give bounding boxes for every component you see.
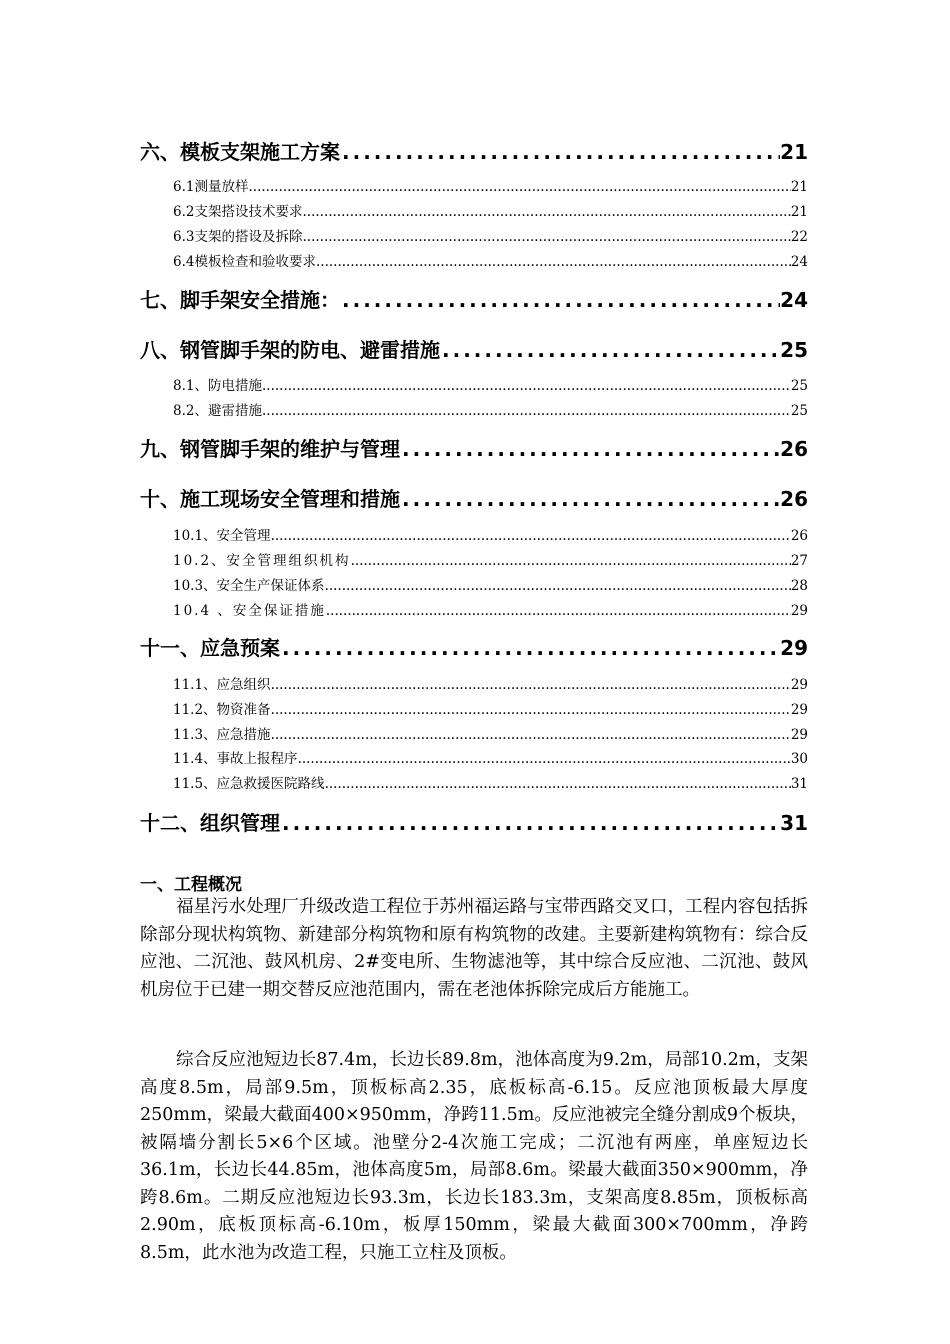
toc-entry[interactable] (173, 377, 808, 395)
toc-dot-leader (316, 253, 791, 271)
toc-page-number: 30 (790, 751, 808, 767)
toc-dot-leader (326, 602, 791, 620)
body-paragraph: 综合反应池短边长87.4m，长边长89.8m，池体高度为9.2m，局部10.2m，支架高度8.5m，局部9.5m，顶板标高2.35，底板标高-6.15。反应池顶板最大厚度250mm，梁最大截面400×950mm，净跨11.5m。反应池被完全缝分割成9个板块，被隔墙分割长5×6个区域。池壁分2-4次施工完成；二沉池有两座，单座短边长36.1m，长边长44.85m，池体高度5m，局部8.6m。梁最大截面350×900mm，净跨8.6m。二期反应池短边长93.3m，长边长183.3m，支架高度8.85m，顶板标高2.90m，底板顶标高-6.10m，板厚150mm，梁最大截面300×700mm，净跨8.5m，此水池为改造工程，只施工立柱及顶板。 (140, 1050, 808, 1263)
toc-entry[interactable] (173, 676, 808, 694)
toc-entry[interactable] (140, 337, 808, 363)
toc-page-number: 28 (790, 578, 808, 594)
toc-entry[interactable] (140, 810, 808, 836)
toc-entry-label: 6.1测量放样 (173, 179, 249, 195)
toc-entry[interactable] (173, 701, 808, 719)
toc-dot-leader (302, 228, 790, 246)
toc-entry-label: 6.2支架搭设技术要求 (173, 204, 303, 220)
toc-entry-label: 8.2、避雷措施 (173, 403, 262, 419)
toc-page-number: 29 (790, 603, 808, 619)
toc-dot-leader (298, 750, 791, 768)
toc-page-number: 26 (790, 528, 808, 544)
toc-dot-leader (325, 577, 791, 595)
toc-entry-label: 6.4模板检查和验收要求 (173, 254, 316, 270)
toc-page-number: 29 (790, 677, 808, 693)
toc-page-number: 21 (790, 204, 808, 220)
toc-dot-leader (340, 139, 780, 165)
toc-page-number: 29 (790, 727, 808, 743)
toc-entry[interactable] (173, 402, 808, 420)
toc-entry[interactable] (173, 253, 808, 271)
toc-dot-leader (280, 635, 780, 661)
toc-dot-leader (262, 377, 791, 395)
toc-dot-leader (440, 337, 780, 363)
toc-entry-label: 11.5、应急救援医院路线 (173, 776, 325, 792)
toc-entry[interactable] (173, 203, 808, 221)
toc-dot-leader (325, 775, 791, 793)
toc-entry-label: 11.2、物资准备 (173, 702, 271, 718)
toc-entry[interactable] (173, 178, 808, 196)
toc-entry-label: 11.3、应急措施 (173, 727, 271, 743)
toc-dot-leader (340, 287, 780, 313)
toc-page-number: 21 (780, 140, 808, 164)
toc-dot-leader (302, 203, 790, 221)
toc-dot-leader (271, 726, 791, 744)
toc-entry[interactable] (173, 750, 808, 768)
toc-page-number: 26 (780, 487, 808, 511)
toc-entry-label: 8.1、防电措施 (173, 378, 262, 394)
toc-page-number: 25 (790, 378, 808, 394)
toc-page-number: 24 (790, 254, 808, 270)
body-paragraph: 福星污水处理厂升级改造工程位于苏州福运路与宝带西路交叉口，工程内容包括拆除部分现状构筑物、新建部分构筑物和原有构筑物的改建。主要新建构筑物有：综合反应池、二沉池、鼓风机房、2#变电所、生物滤池等，其中综合反应池、二沉池、鼓风机房位于已建一期交替反应池范围内，需在老池体拆除完成后方能施工。 (140, 897, 808, 1000)
toc-entry-label: 十二、组织管理 (140, 811, 280, 835)
toc-entry-label: 10.1、安全管理 (173, 528, 271, 544)
toc-entry[interactable] (173, 228, 808, 246)
toc-dot-leader (280, 810, 780, 836)
toc-page-number: 31 (780, 811, 808, 835)
toc-dot-leader (351, 552, 791, 570)
toc-entry[interactable] (173, 726, 808, 744)
toc-entry-label: 十一、应急预案 (140, 636, 280, 660)
toc-page-number: 24 (780, 288, 808, 312)
toc-page-number: 31 (790, 776, 808, 792)
toc-page-number: 27 (790, 553, 808, 569)
toc-page-number: 29 (780, 636, 808, 660)
toc-entry[interactable] (173, 552, 808, 570)
toc-dot-leader (271, 701, 791, 719)
toc-page-number: 21 (790, 179, 808, 195)
toc-entry[interactable] (140, 486, 808, 512)
toc-entry[interactable] (173, 527, 808, 545)
toc-entry[interactable] (140, 287, 808, 313)
toc-entry[interactable] (173, 602, 808, 620)
toc-dot-leader (248, 178, 790, 196)
toc-entry-label: 11.1、应急组织 (173, 677, 271, 693)
toc-entry-label: 九、钢管脚手架的维护与管理 (140, 437, 400, 461)
toc-entry-label: 10.3、安全生产保证体系 (173, 578, 325, 594)
toc-entry-label: 11.4、事故上报程序 (173, 751, 298, 767)
toc-dot-leader (271, 676, 791, 694)
toc-entry-label: 6.3支架的搭设及拆除 (173, 229, 303, 245)
toc-entry[interactable] (140, 635, 808, 661)
toc-page-number: 25 (790, 403, 808, 419)
toc-entry-label: 10.4 、安全保证措施 (173, 603, 326, 619)
toc-entry-label: 十、施工现场安全管理和措施 (140, 487, 400, 511)
toc-dot-leader (262, 402, 791, 420)
toc-entry[interactable] (173, 775, 808, 793)
toc-dot-leader (400, 486, 780, 512)
section-heading: 一、工程概况 (140, 875, 242, 895)
toc-entry[interactable] (140, 139, 808, 165)
toc-dot-leader (400, 436, 780, 462)
toc-page-number: 29 (790, 702, 808, 718)
toc-entry-label: 10.2、安全管理组织机构 (173, 553, 351, 569)
toc-entry[interactable] (173, 577, 808, 595)
toc-page-number: 25 (780, 338, 808, 362)
toc-dot-leader (271, 527, 791, 545)
toc-entry-label: 六、模板支架施工方案 (140, 140, 340, 164)
toc-page-number: 26 (780, 437, 808, 461)
toc-page-number: 22 (790, 229, 808, 245)
toc-entry-label: 七、脚手架安全措施： (140, 288, 340, 312)
toc-entry[interactable] (140, 436, 808, 462)
toc-entry-label: 八、钢管脚手架的防电、避雷措施 (140, 338, 440, 362)
